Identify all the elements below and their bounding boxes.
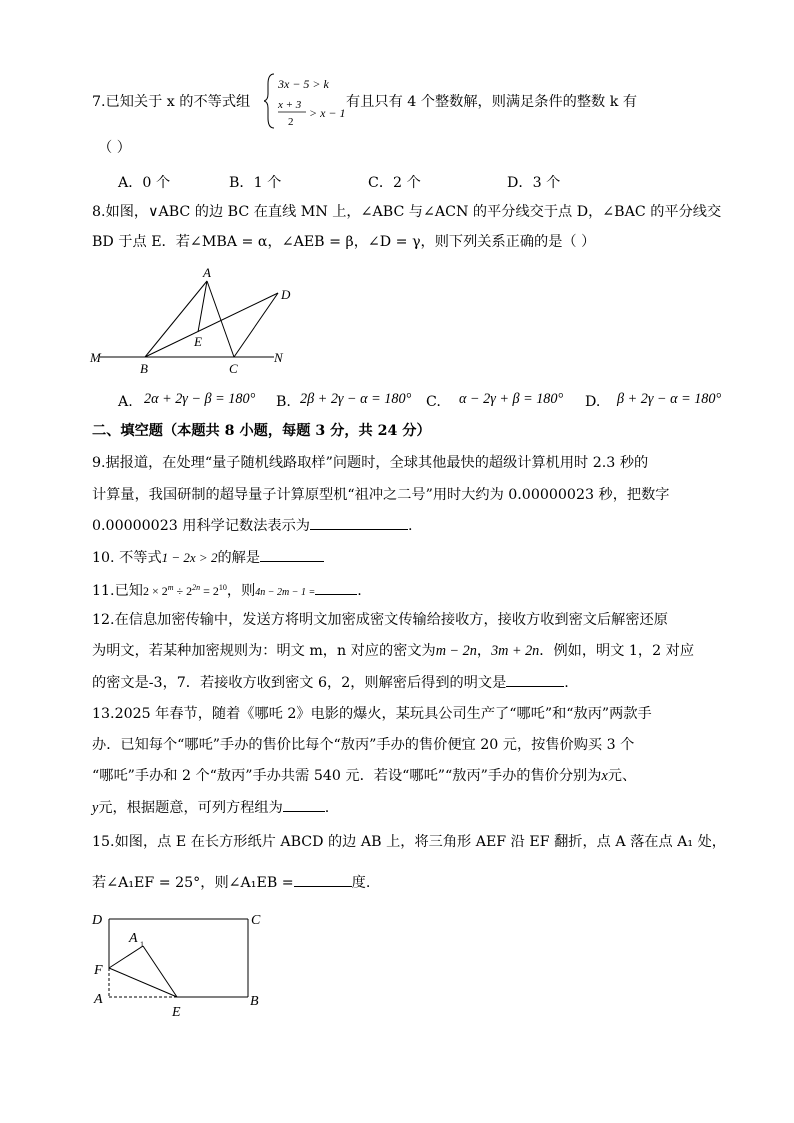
q11-exp-c: 10: [218, 583, 227, 592]
q12-line3: [92, 672, 569, 693]
q15-answer-blank: [294, 872, 352, 887]
q7-sys-rhs: > x − 1: [309, 106, 346, 120]
q13-line4-text: 元，根据题意，可列方程组为: [98, 800, 283, 816]
q8-label-d: D: [281, 287, 291, 302]
q11-line: [92, 578, 362, 603]
q8-label-e: E: [194, 334, 202, 349]
q7-choice-b: B．1 个: [229, 175, 282, 191]
q9-line1: 9.据报道，在处理“量子随机线路取样”问题时，全球其他最快的超级计算机用时 2.3 秒的: [92, 455, 649, 471]
q15-line2: [92, 872, 370, 893]
q8-choice-d-letter: D.: [585, 394, 601, 410]
q12-line3-end: .: [564, 675, 569, 691]
q7-suffix: 有且只有 4 个整数解，则满足条件的整数 k 有: [346, 94, 638, 110]
q12-answer-blank: [506, 672, 564, 687]
q8-choice-a-expr: 2α + 2γ − β = 180°: [144, 391, 256, 407]
q11-expr-c: = 2: [200, 584, 219, 598]
q8-choice-d-expr: β + 2γ − α = 180°: [617, 391, 722, 407]
q8-label-m: M: [90, 350, 101, 365]
q8-choice-b-expr: 2β + 2γ − α = 180°: [300, 391, 412, 407]
q11-end: .: [357, 583, 362, 599]
q7-suffix-line: [346, 92, 637, 112]
q11-prefix: 11.已知: [92, 583, 143, 599]
q9-line3: [92, 515, 412, 536]
q7-prefix: 7.已知关于 x 的不等式组: [92, 94, 251, 110]
q8-triangle-figure: [88, 262, 298, 378]
q7-choice-d: D．3 个: [507, 175, 561, 191]
q9-line3-end: .: [407, 518, 413, 534]
q15-line2-text: 若∠A₁EF = 25°，则∠A₁EB =: [92, 875, 294, 891]
q12-line2-c: ．例如，明文 1，2 对应: [539, 643, 695, 659]
q8-choice-c-expr: α − 2γ + β = 180°: [459, 391, 564, 407]
q10-expr: 1 − 2x > 2: [161, 550, 218, 565]
q10-suffix: 的解是: [217, 550, 261, 566]
q15-label-c: C: [251, 913, 261, 928]
q11-exp-a: m: [167, 583, 174, 592]
q10-prefix: 10. 不等式: [92, 550, 162, 566]
q15-label-a1-subscript: 1: [140, 940, 144, 949]
q15-label-b: B: [250, 994, 259, 1009]
q15-line1: 15.如图，点 E 在长方形纸片 ABCD 的边 AB 上，将三角形 AEF 沿 EF 翻折，点 A 落在点 A₁ 处，: [92, 834, 726, 850]
q7-sys-den: 2: [288, 116, 294, 128]
q11-exp-b: 2n: [192, 583, 201, 592]
q9-line3-text: 0.00000023 用科学记数法表示为: [92, 518, 310, 534]
q15-label-d: D: [92, 913, 103, 928]
q12-line2-b: ，: [476, 643, 492, 659]
q8-choice-b-letter: B.: [276, 394, 291, 410]
q8-line2: BD 于点 E．若∠MBA = α，∠AEB = β，∠D = γ，则下列关系正确的是（ ）: [92, 234, 596, 250]
q13-line3-end: 元、: [607, 768, 637, 784]
section-heading: 二、填空题（本题共 8 小题，每题 3 分，共 24 分）: [92, 423, 431, 439]
q7-paren: （ ）: [98, 140, 131, 156]
q8-label-c: C: [229, 361, 238, 376]
q11-expr-b: ÷ 2: [173, 584, 193, 598]
q12-expr2: 3m + 2n: [491, 643, 540, 659]
q13-var-x: x: [601, 768, 608, 784]
q8-label-n: N: [274, 350, 283, 365]
q15-label-f: F: [94, 963, 103, 978]
q13-answer-blank: [283, 797, 325, 812]
q8-choice-c-letter: C.: [426, 394, 441, 410]
q11-expr2: 4n − 2m − 1 =: [255, 587, 316, 598]
q7-inequality-system: [264, 70, 354, 132]
q8-label-a: A: [203, 265, 211, 280]
q13-line3-text: “哪吒”手办和 2 个“敖丙”手办共需 540 元．若设“哪吒”“敖丙”手办的售价分别为: [92, 768, 602, 784]
q13-line4-end: .: [324, 800, 330, 816]
q10-line: [92, 547, 324, 568]
q15-label-a1: A: [129, 931, 138, 946]
q7-choice-a: A．0 个: [118, 175, 171, 191]
q7-choice-c: C．2 个: [368, 175, 421, 191]
q12-line3-text: 的密文是-3，7．若接收方收到密文 6，2，则解密后得到的明文是: [92, 675, 507, 691]
q11-expr: [143, 584, 227, 598]
q13-line2: 办．已知每个“哪吒”手办的售价比每个“敖丙”手办的售价便宜 20 元，按售价购买 3 个: [92, 737, 635, 753]
q13-line4: [92, 797, 329, 818]
q8-line1: 8.如图，∨ABC 的边 BC 在直线 MN 上，∠ABC 与∠ACN 的平分线交于点 D，∠BAC 的平分线交: [92, 204, 722, 220]
q11-mid: ，则: [226, 583, 256, 599]
q15-line2-end: 度.: [351, 875, 371, 891]
q15-rectangle-figure: [88, 906, 268, 1022]
q12-line2-a: 为明文，若某种加密规则为：明文 m，n 对应的密文为: [92, 643, 436, 659]
q13-line1: 13.2025 年春节，随着《哪吒 2》电影的爆火，某玩具公司生产了“哪吒”和“敖丙”两款手: [92, 706, 652, 722]
q8-label-b: B: [140, 361, 148, 376]
q12-line1: 12.在信息加密传输中，发送方将明文加密成密文传输给接收方，接收方收到密文后解密还原: [92, 612, 668, 628]
q10-answer-blank: [260, 547, 324, 562]
q11-answer-blank: [315, 580, 357, 595]
q11-expr-a: 2 × 2: [142, 584, 168, 598]
q12-line2: [92, 641, 694, 661]
q9-answer-blank: [310, 515, 408, 530]
q15-label-e: E: [172, 1005, 181, 1020]
q13-var-y: y: [92, 800, 99, 816]
q9-line2: 计算量，我国研制的超导量子计算原型机“祖冲之二号”用时大约为 0.00000023 秒，把数字: [92, 487, 670, 503]
q13-line3: [92, 766, 636, 786]
q12-expr1: m − 2n: [435, 643, 477, 659]
q7-sys-num: x + 3: [278, 99, 302, 111]
q7-line: [92, 92, 250, 112]
q15-label-a: A: [94, 992, 103, 1007]
q8-choice-a-letter: A.: [118, 394, 133, 410]
q7-sys-top: 3x − 5 > k: [278, 77, 329, 91]
